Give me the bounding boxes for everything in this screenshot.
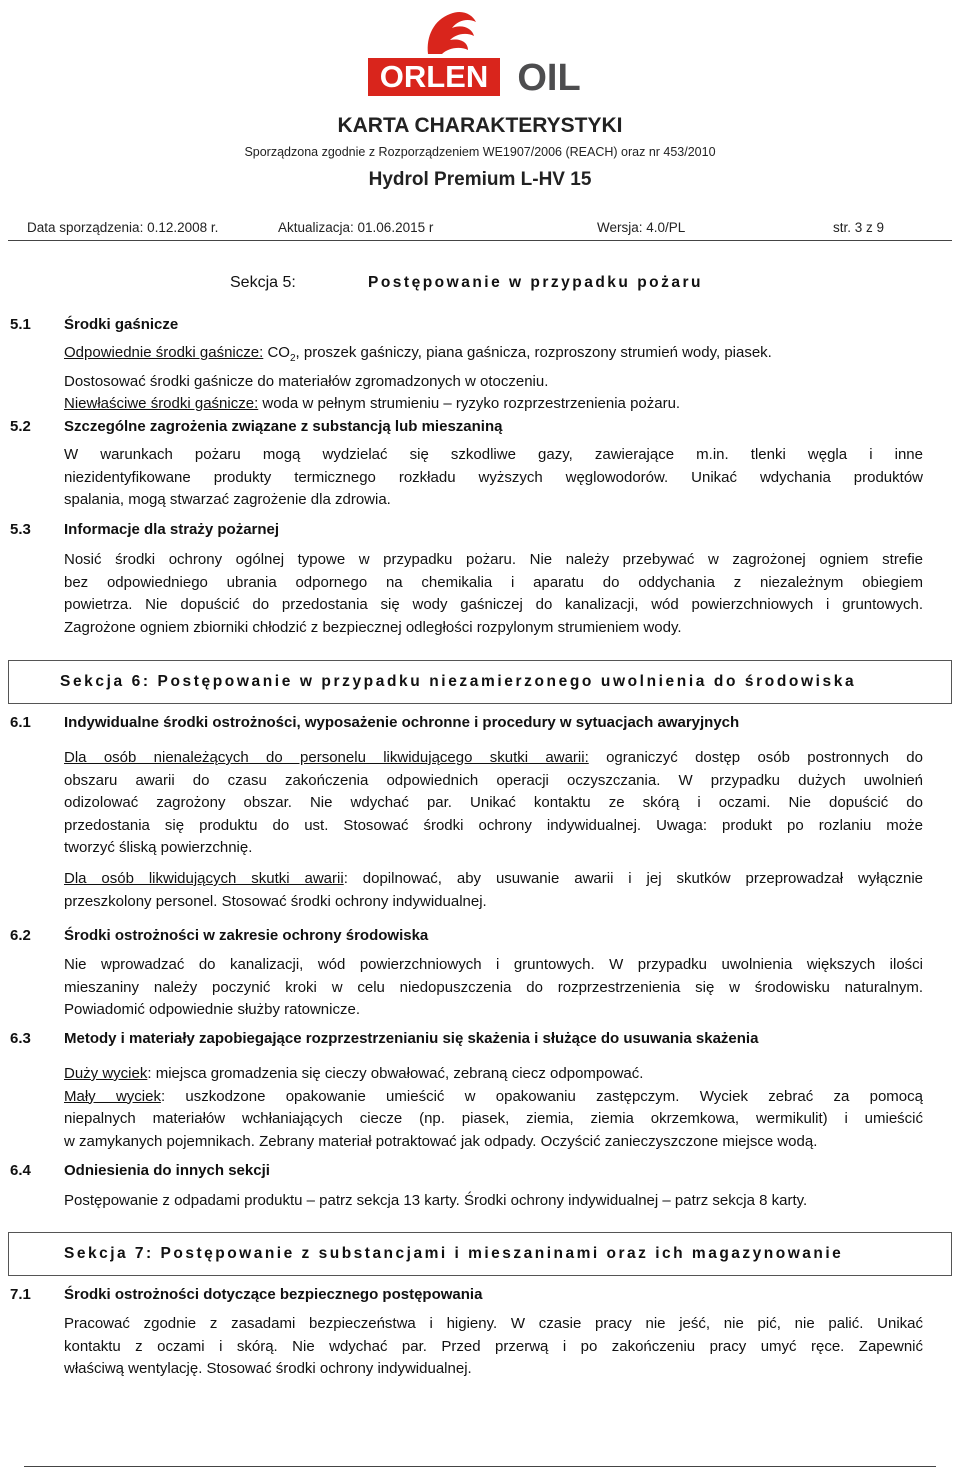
non-personnel-label: Dla osób nienależących do personelu likwidującego skutki awarii: xyxy=(64,749,589,766)
date-created: Data sporządzenia: 0.12.2008 r. xyxy=(27,220,219,235)
section-6-3-text xyxy=(64,1063,923,1153)
section-5-1-number: 5.1 xyxy=(10,316,31,333)
section-6-1-number: 6.1 xyxy=(10,714,31,731)
text-line: spalania, mogą stwarzać zagrożenie dla zdrowia. xyxy=(64,491,391,508)
section-5-1-title: Środki gaśnicze xyxy=(64,316,179,333)
logo-oil-text: OIL xyxy=(517,57,581,98)
product-name: Hydrol Premium L-HV 15 xyxy=(368,169,592,190)
text-line: niepalnych materiałów wchłaniających ciecze (np. piasek, ziemia, ziemia okrzemkowa, wermikulit) i umieścić xyxy=(64,1110,923,1127)
date-updated: Aktualizacja: 01.06.2015 r xyxy=(278,220,434,235)
text-span: : miejsca gromadzenia się cieczy obwałować, zebraną ciecz odpompować. xyxy=(147,1065,644,1082)
suitable-text-2: , proszek gaśniczy, piana gaśnicza, rozproszony strumień wody, piasek. xyxy=(295,344,772,361)
responders-label: Dla osób likwidujących skutki awarii xyxy=(64,870,344,887)
text-line: w zamykanych pojemnikach. Zebrany materiał potraktować jak odpady. Oczyścić zanieczyszczone miejsce wodą. xyxy=(64,1132,818,1150)
section-5-3-title: Informacje dla straży pożarnej xyxy=(64,521,280,538)
text-line: Postępowanie z odpadami produktu – patrz sekcja 13 karty. Środki ochrony indywidualnej – patrz sekcja 8 karty. xyxy=(64,1192,808,1209)
section-7-1-title: Środki ostrożności dotyczące bezpiecznego postępowania xyxy=(64,1286,483,1303)
footer-divider xyxy=(24,1466,936,1467)
text-line: Zagrożone ogniem zbiorniki chłodzić z bezpiecznej odległości rozpylonym strumieniem wody. xyxy=(64,618,682,636)
big-spill-label: Duży wyciek xyxy=(64,1065,148,1082)
section-6-1-text-a xyxy=(64,747,923,860)
text-line: W warunkach pożaru mogą wydzielać się szkodliwe gazy, zawierające m.in. tlenki węgla i inne xyxy=(64,446,923,463)
text-line: Nosić środki ochrony ogólnej typowe w przypadku pożaru. Nie należy przebywać w zagrożonej ogniem strefie xyxy=(64,551,923,568)
section-6-3-number: 6.3 xyxy=(10,1030,31,1047)
section-7-1-number: 7.1 xyxy=(10,1286,31,1303)
text-line: przedostania się produktu do ust. Stosować środki ochrony indywidualnej. Uwaga: produkt po rozlaniu może xyxy=(64,816,923,834)
text-line: odizolować zagrożony obszar. Nie wdychać par. Unikać kontaktu ze skórą i oczami. Nie dopuścić do xyxy=(64,794,923,811)
section-6-1-title: Indywidualne środki ostrożności, wyposażenie ochronne i procedury w sytuacjach awaryjnych xyxy=(64,714,740,731)
text-span: : dopilnować, aby usuwanie awarii i jej skutków przeprowadzał wyłącznie xyxy=(343,870,923,887)
text-line: obszaru awarii do czasu zakończenia odpowiednich operacji oczyszczania. W przypadku dużych uwolnień xyxy=(64,771,923,789)
suitable-label: Odpowiednie środki gaśnicze: xyxy=(64,344,264,361)
section-5-2-title: Szczególne zagrożenia związane z substancją lub mieszaniną xyxy=(64,418,503,435)
text-line: niezidentyfikowane produkty termicznego rozkładu wyższych węglowodorów. Unikać wdychania produktów xyxy=(64,468,923,486)
small-spill-label: Mały wyciek xyxy=(64,1087,161,1105)
section-5-label: Sekcja 5: xyxy=(230,274,296,291)
section-5-3-number: 5.3 xyxy=(10,521,31,538)
section-7-1-text xyxy=(64,1313,923,1381)
text-line: kontaktu z oczami i skórą. Nie wdychać par. Przed przerwą i po zakończeniu pracy umyć ręce. Zapewnić xyxy=(64,1337,923,1355)
text-line: przeszkolony personel. Stosować środki ochrony indywidualnej. xyxy=(64,892,487,910)
text-line: bez odpowiedniego ubrania odpornego na chemikalia i aparatu do oddychania z niezależnym obiegiem xyxy=(64,573,923,591)
text-line: Nie wprowadzać do kanalizacji, wód powierzchniowych i gruntowych. W przypadku uwolnienia większych ilości xyxy=(64,956,923,973)
page-number: str. 3 z 9 xyxy=(833,220,885,235)
section-6-title: Sekcja 6: Postępowanie w przypadku niezamierzonego uwolnienia do środowiska xyxy=(60,673,857,690)
suitable-text-1: CO xyxy=(263,344,290,361)
unsuitable-text: woda w pełnym strumieniu – ryzyko rozprzestrzenienia pożaru. xyxy=(258,395,681,412)
section-5-3-text xyxy=(64,549,923,639)
text-line: mieszaniny należy poczynić kroki w celu niedopuszczenia do rozprzestrzenienia się w środowisku naturalnym. xyxy=(64,978,923,996)
section-6-1-text-b xyxy=(64,868,923,913)
co2-subscript: 2 xyxy=(289,353,296,364)
text-line: Pracować zgodnie z zasadami bezpieczeństwa i higieny. W czasie pracy nie jeść, nie pić, nie palić. Unikać xyxy=(64,1315,923,1332)
section-6-2-title: Środki ostrożności w zakresie ochrony środowiska xyxy=(64,927,429,944)
section-6-4-text xyxy=(64,1190,923,1213)
text-line: tworzyć śliską powierzchnię. xyxy=(64,839,253,856)
text-span: ograniczyć dostęp osób postronnych do xyxy=(588,749,923,766)
section-5-title: Postępowanie w przypadku pożaru xyxy=(368,274,704,291)
unsuitable-label: Niewłaściwe środki gaśnicze: xyxy=(64,395,259,412)
section-6-2-text xyxy=(64,954,923,1022)
orlen-eagle-icon xyxy=(368,6,594,98)
logo-orlen-text: ORLEN xyxy=(379,59,489,94)
section-6-2-number: 6.2 xyxy=(10,927,31,944)
header-divider xyxy=(8,240,952,241)
section-6-4-title: Odniesienia do innych sekcji xyxy=(64,1162,270,1179)
section-7-title: Sekcja 7: Postępowanie z substancjami i mieszaninami oraz ich magazynowanie xyxy=(64,1245,844,1262)
adjust-text: Dostosować środki gaśnicze do materiałów zgromadzonych w otoczeniu. xyxy=(64,372,549,390)
text-line: właściwą wentylację. Stosować środki ochrony indywidualnej. xyxy=(64,1360,472,1377)
section-5-2-text xyxy=(64,444,923,512)
regulation-text: Sporządzona zgodnie z Rozporządzeniem WE1907/2006 (REACH) oraz nr 453/2010 xyxy=(244,145,716,159)
section-5-2-number: 5.2 xyxy=(10,418,31,435)
version: Wersja: 4.0/PL xyxy=(597,220,686,235)
orlen-oil-logo xyxy=(368,6,594,98)
text-line: Powiadomić odpowiednie służby ratownicze. xyxy=(64,1001,360,1018)
section-6-3-title: Metody i materiały zapobiegające rozprzestrzenianiu się skażenia i służące do usuwania skażenia xyxy=(64,1030,759,1047)
section-5-1-text xyxy=(64,342,923,416)
document-title: KARTA CHARAKTERYSTYKI xyxy=(337,114,623,137)
text-line: powietrza. Nie dopuścić do przedostania się wody gaśniczej do kanalizacji, wód powierzchniowych i gruntowych. xyxy=(64,596,923,613)
text-span: : uszkodzone opakowanie umieścić w opakowaniu zastępczym. Wyciek zebrać za pomocą xyxy=(160,1087,923,1105)
section-6-4-number: 6.4 xyxy=(10,1162,31,1179)
